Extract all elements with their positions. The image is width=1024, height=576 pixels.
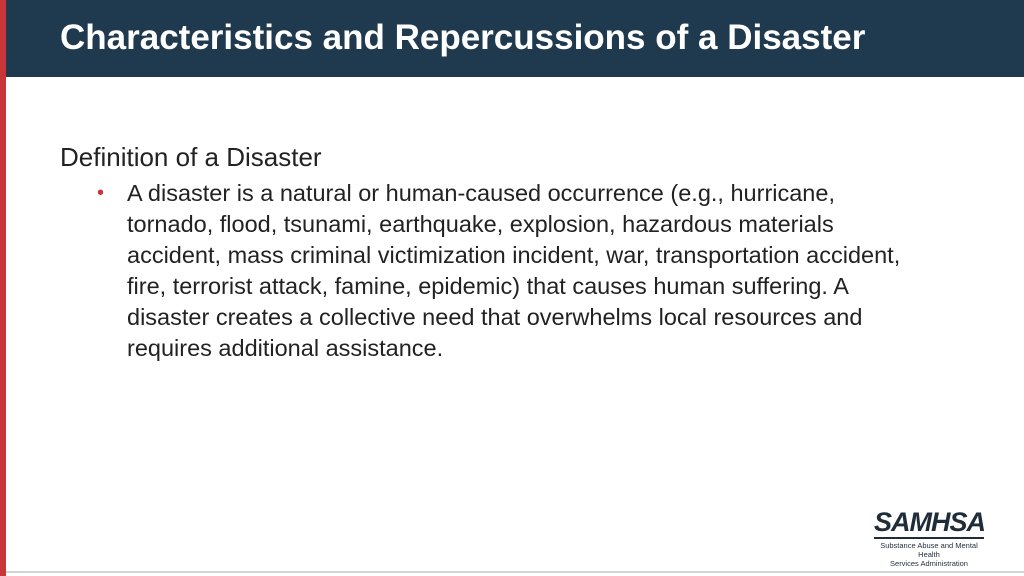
- logo-divider: [874, 537, 984, 539]
- footer-divider: [6, 571, 1024, 573]
- logo-wordmark: SAMHSA: [874, 507, 986, 537]
- title-banner: [6, 0, 1024, 77]
- logo-subtitle-line2: Services Administration: [890, 559, 968, 568]
- bullet-list: [60, 178, 960, 364]
- bullet-item: [60, 178, 960, 364]
- left-accent-bar: [0, 0, 6, 576]
- bullet-icon: •: [97, 182, 105, 204]
- content-area: [60, 140, 960, 364]
- logo-subtitle-line1: Substance Abuse and Mental Health: [880, 541, 978, 559]
- section-heading: Definition of a Disaster: [60, 142, 322, 172]
- samhsa-logo: [874, 508, 984, 568]
- slide-title: Characteristics and Repercussions of a Disaster: [60, 18, 866, 57]
- bullet-text: A disaster is a natural or human-caused occurrence (e.g., hurricane, tornado, flood, tsunami, earthquake, explosion, hazardous materials accident, mass criminal victimization incident, war, transportation accident, fire, terrorist attack, famine, epidemic) that causes human suffering. A disaster creates a collective need that overwhelms local resources and requires additional assistance.: [127, 180, 901, 361]
